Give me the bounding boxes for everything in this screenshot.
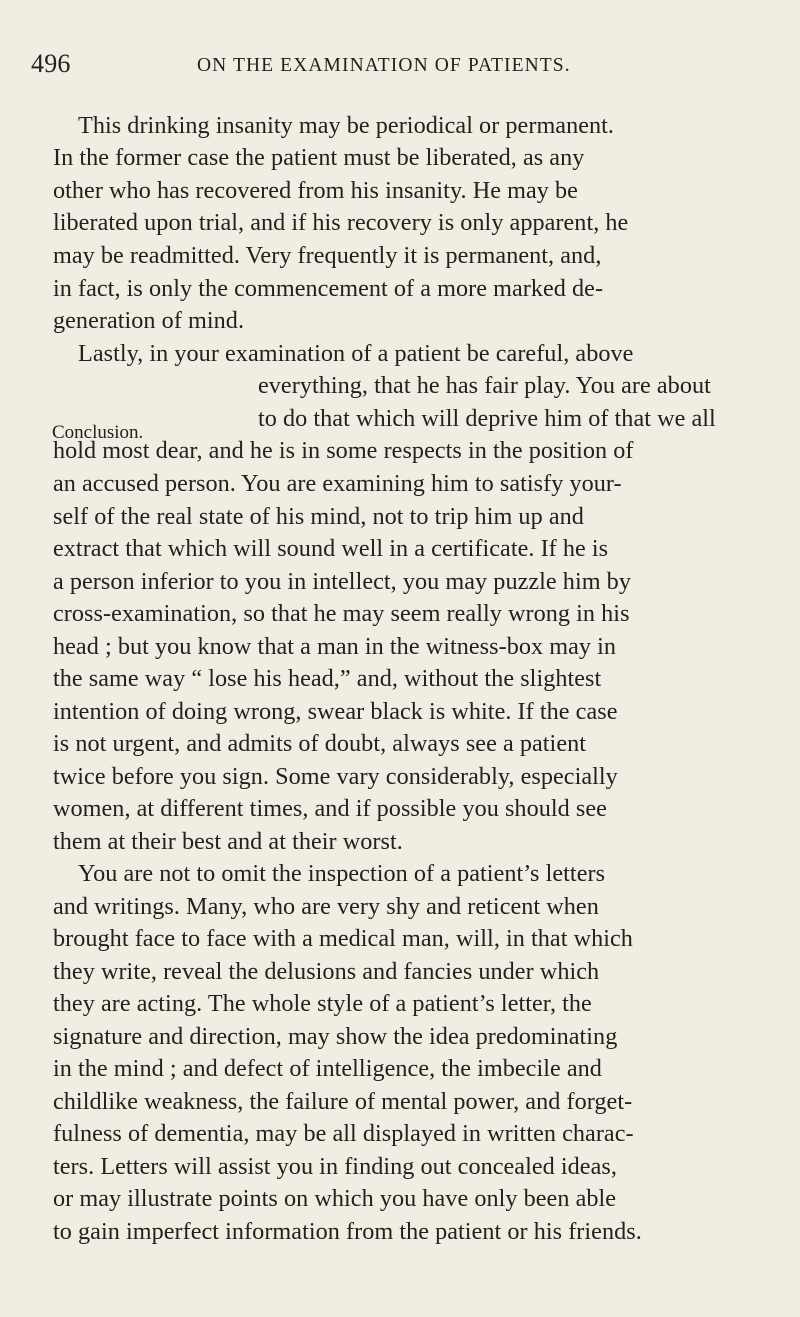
body-line-26: brought face to face with a medical man, will, in that which (53, 925, 633, 952)
body-line-10: to do that which will deprive him of that we all (258, 405, 716, 432)
body-line-27: they write, reveal the delusions and fancies under which (53, 958, 600, 985)
body-line-33: ters. Letters will assist you in finding out concealed ideas, (53, 1153, 617, 1180)
body-line-28: they are acting. The whole style of a patient’s letter, the (53, 990, 592, 1017)
body-line-31: childlike weakness, the failure of mental power, and forget- (53, 1088, 633, 1115)
body-line-32: fulness of dementia, may be all displayed in written charac- (53, 1120, 634, 1147)
body-line-14: extract that which will sound well in a certificate. If he is (53, 535, 609, 562)
body-line-11: hold most dear, and he is in some respects in the position of (53, 437, 634, 464)
body-line-24: You are not to omit the inspection of a patient’s letters (78, 860, 606, 887)
body-line-15: a person inferior to you in intellect, you may puzzle him by (53, 568, 631, 595)
body-line-12: an accused person. You are examining him to satisfy your- (53, 470, 622, 497)
body-line-35: to gain imperfect information from the patient or his friends. (53, 1218, 642, 1245)
body-line-21: twice before you sign. Some vary considerably, especially (53, 763, 618, 790)
body-line-2: In the former case the patient must be liberated, as any (53, 144, 585, 171)
body-line-17: head ; but you know that a man in the witness-box may in (53, 633, 617, 660)
body-line-16: cross-examination, so that he may seem really wrong in his (53, 600, 630, 627)
body-line-23: them at their best and at their worst. (53, 828, 403, 855)
body-line-22: women, at different times, and if possible you should see (53, 795, 607, 822)
margin-note-conclusion: Conclusion. (52, 422, 144, 443)
body-line-6: in fact, is only the commencement of a more marked de- (53, 275, 604, 302)
body-line-3: other who has recovered from his insanity. He may be (53, 177, 578, 204)
body-line-18: the same way “ lose his head,” and, without the slightest (53, 665, 602, 692)
body-line-30: in the mind ; and defect of intelligence, the imbecile and (53, 1055, 602, 1082)
page-number: 496 (31, 49, 71, 78)
body-line-25: and writings. Many, who are very shy and reticent when (53, 893, 599, 920)
body-line-19: intention of doing wrong, swear black is white. If the case (53, 698, 618, 725)
body-line-5: may be readmitted. Very frequently it is permanent, and, (53, 242, 602, 269)
body-line-29: signature and direction, may show the idea predominating (53, 1023, 618, 1050)
body-line-9: everything, that he has fair play. You are about (258, 372, 711, 399)
body-line-20: is not urgent, and admits of doubt, always see a patient (53, 730, 587, 757)
body-line-8: Lastly, in your examination of a patient be careful, above (78, 340, 634, 367)
body-line-13: self of the real state of his mind, not to trip him up and (53, 503, 584, 530)
body-line-34: or may illustrate points on which you have only been able (53, 1185, 617, 1212)
body-line-1: This drinking insanity may be periodical or permanent. (78, 112, 615, 139)
body-line-4: liberated upon trial, and if his recovery is only apparent, he (53, 209, 629, 236)
body-line-7: generation of mind. (53, 307, 245, 334)
running-title: ON THE EXAMINATION OF PATIENTS. (197, 55, 571, 76)
